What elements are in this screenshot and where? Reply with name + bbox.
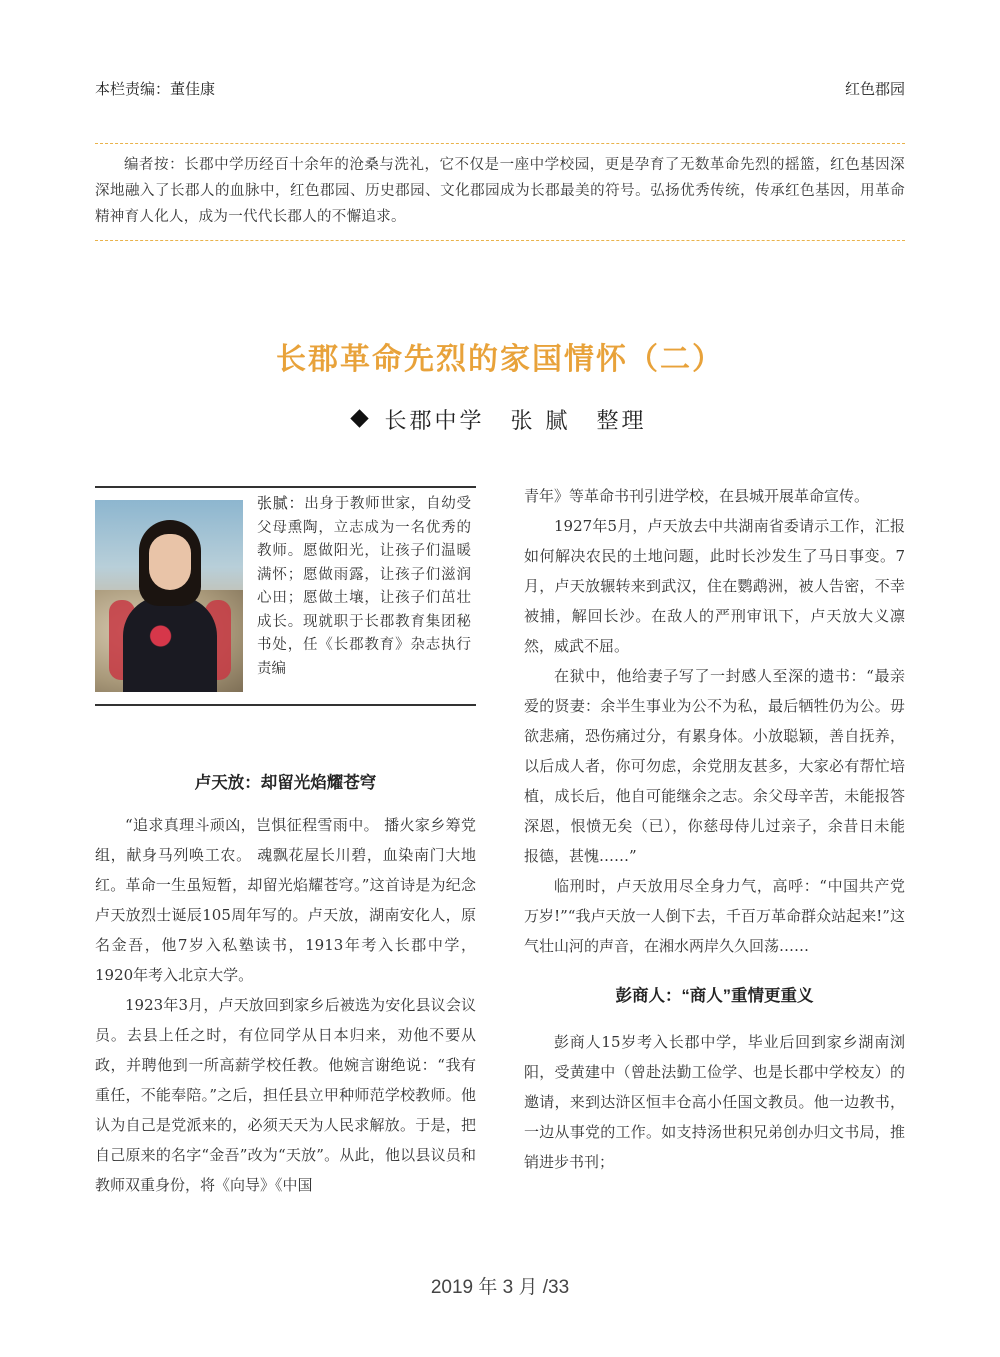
paragraph: 1923年3月，卢天放回到家乡后被选为安化县议会议员。去县上任之时，有位同学从日本归来，劝他不要从政，并聘他到一所高薪学校任教。他婉言谢绝说：“我有重任，不能奉陪。”之后，担任县立甲种师范学校教师。他认为自己是党派来的，必须天天为人民求解放。于是，把自己原来的名字“金吾”改为“天放”。从此，他以县议员和教师双重身份，将《向导》《中国 xyxy=(95,996,476,1194)
column-right xyxy=(524,481,905,1177)
section-heading-lu: 卢天放：却留光焰耀苍穹 xyxy=(194,774,377,792)
author-bio-name: 张腻： xyxy=(257,495,305,512)
column-left xyxy=(95,810,476,1200)
paragraph: 青年》等革命书刊引进学校，在县城开展革命宣传。 xyxy=(524,487,870,505)
byline xyxy=(0,404,1000,435)
divider-top xyxy=(95,143,905,144)
paragraph: 临刑时，卢天放用尽全身力气，高呼：“中国共产党万岁!”“我卢天放一人倒下去，千百万革命群众站起来!”这气壮山河的声音，在湘水两岸久久回荡…… xyxy=(524,877,905,955)
author-bio-text: 出身于教师世家，自幼受父母熏陶，立志成为一名优秀的教师。愿做阳光，让孩子们温暖满怀；愿做雨露，让孩子们滋润心田；愿做土壤，让孩子们茁壮成长。现就职于长郡教育集团秘书处，任《长郡教育》杂志执行责编 xyxy=(257,496,471,677)
diamond-icon xyxy=(351,409,369,427)
paragraph: 1927年5月，卢天放去中共湖南省委请示工作，汇报如何解决农民的土地问题，此时长沙发生了马日事变。7月，卢天放辗转来到武汉，住在鹦鹉洲，被人告密，不幸被捕，解回长沙。在敌人的严刑审讯下，卢天放大义凛然，威武不屈。 xyxy=(524,517,905,655)
paragraph: 彭商人15岁考入长郡中学，毕业后回到家乡湖南浏阳，受黄建中（曾赴法勤工俭学、也是长郡中学校友）的邀请，来到达浒区恒丰仓高小任国文教员。他一边教书，一边从事党的工作。如支持汤世积兄弟创办归文书局，推销进步书刊； xyxy=(524,1033,905,1171)
divider-bottom xyxy=(95,240,905,241)
author-photo xyxy=(95,500,243,692)
article-title: 长郡革命先烈的家国情怀（二） xyxy=(276,342,724,377)
byline-author: 张 腻 xyxy=(510,409,571,434)
editor-note-text: 编者按：长郡中学历经百十余年的沧桑与洗礼，它不仅是一座中学校园，更是孕育了无数革命先烈的摇篮，红色基因深深地融入了长郡人的血脉中，红色郡园、历史郡园、文化郡园成为长郡最美的符号。弘扬优秀传统，传承红色基因，用革命精神育人化人，成为一代代长郡人的不懈追求。 xyxy=(95,157,905,225)
paragraph: “追求真理斗顽凶，岂惧征程雪雨中。 播火家乡筹党组，献身马列唤工农。 魂飘花屋长川碧，血染南门大地红。革命一生虽短暂，却留光焰耀苍穹。”这首诗是为纪念卢天放烈士诞辰105周年写的。卢天放，湖南安化人，原名金吾，他7岁入私塾读书，1913年考入长郡中学，1920年考入北京大学。 xyxy=(95,816,476,984)
author-bio-box xyxy=(95,486,476,706)
column-editor: 本栏责编：董佳康 xyxy=(95,81,216,98)
author-bio xyxy=(257,492,471,681)
page-footer: 2019 年 3 月 /33 xyxy=(430,1277,570,1298)
section-heading-peng: 彭商人：“商人”重情更重义 xyxy=(615,987,814,1005)
column-name: 红色郡园 xyxy=(844,81,905,98)
byline-org: 长郡中学 xyxy=(384,409,485,434)
editor-note xyxy=(95,152,905,230)
paragraph: 在狱中，他给妻子写了一封感人至深的遗书：“最亲爱的贤妻：余半生事业为公不为私，最后牺牲仍为公。毋欲悲痛，恐伤痛过分，有累身体。小放聪颖，善自抚养，以后成人者，你可勿虑，余党朋友甚多，大家必有帮忙培植，成长后，他自可能继余之志。余父母辛苦，未能报答深恩，恨愤无矣（已），你慈母侍儿过亲子，余昔日未能报德，甚愧……” xyxy=(524,667,905,865)
byline-role: 整理 xyxy=(596,409,647,434)
